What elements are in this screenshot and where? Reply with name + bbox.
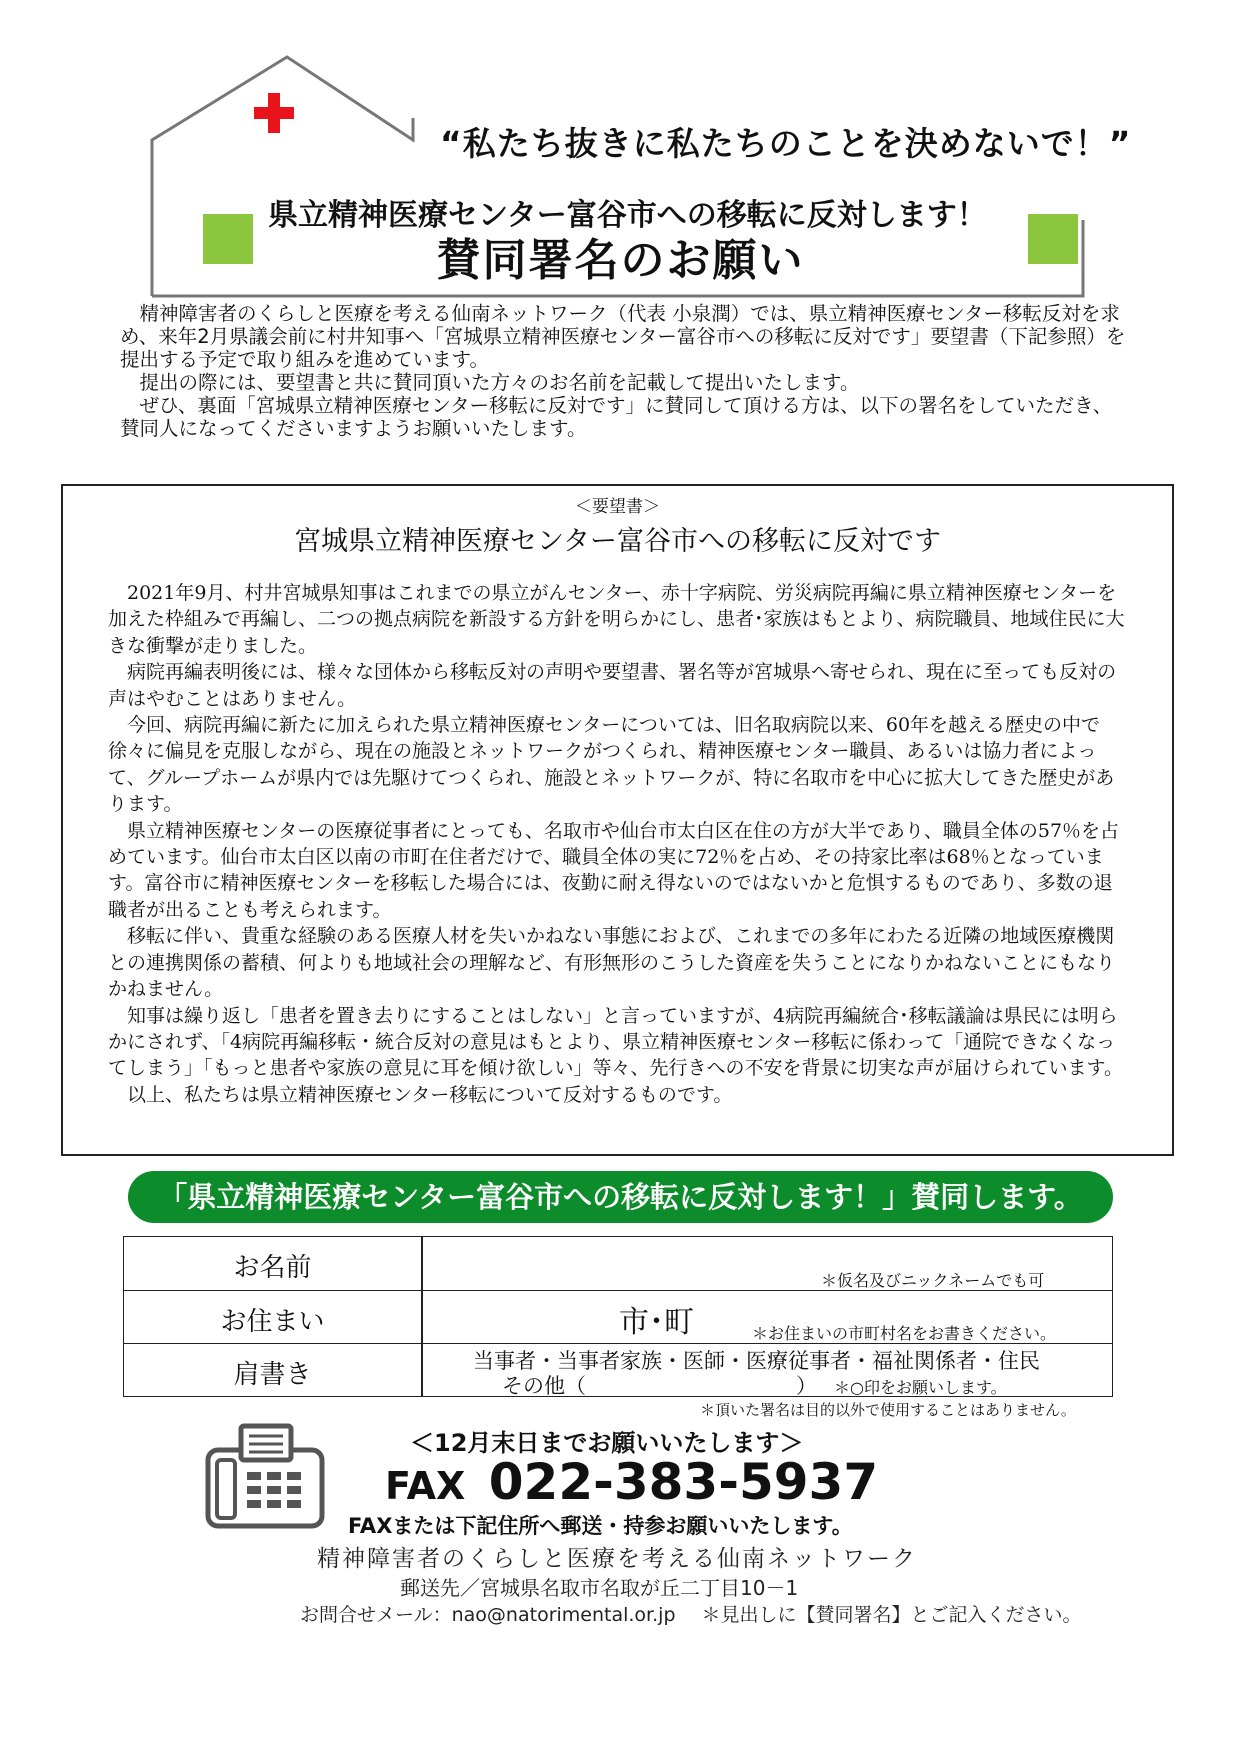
- page-title: 賛同署名のお願い: [436, 235, 805, 286]
- demand-title: 宮城県立精神医療センター富谷市への移転に反対です: [294, 526, 941, 557]
- contact-note: ＊見出しに【賛同署名】とご記入ください。: [701, 1604, 1082, 1626]
- name-label: お名前: [233, 1253, 312, 1283]
- intro-paragraph: ぜひ、裏面「宮城県立精神医療センター移転に反対です」に賛同して頂ける方は、以下の署名をしていただき、賛同人になってくださいますようお願いいたします。: [120, 394, 1113, 440]
- intro-paragraph: 精神障害者のくらしと医療を考える仙南ネットワーク（代表 小泉潤）では、県立精神医療センター移転反対を求め、来年2月県議会前に村井知事へ「宮城県立精神医療センター富谷市への移転に反対です」要望書（下記参照）を提出する予定で取り組みを進めています。: [120, 302, 1126, 371]
- title-label: 肩書き: [233, 1360, 312, 1390]
- deadline: ＜12月末日までお願いいたします＞: [410, 1429, 804, 1457]
- form-row-name: [124, 1237, 1112, 1290]
- demand-body: [108, 580, 1130, 1108]
- intro-text: [120, 302, 1130, 440]
- address-note: ＊お住まいの市町村名をお書きください。: [752, 1324, 1057, 1343]
- demand-paragraph: 今回、病院再編に新たに加えられた県立精神医療センターについては、旧名取病院以来、60年を越える歴史の中で徐々に偏見を克服しながら、現在の施設とネットワークがつくられ、精神医療センター職員、あるいは協力者によって、グループホームが県内では先駆けてつくられ、施設とネットワークが、特に名取市を中心に拡大してきた歴史があります。: [108, 714, 1115, 816]
- title-note: ＊○印をお願いします。: [834, 1378, 1007, 1397]
- form-row-address: [124, 1290, 1112, 1344]
- title-other[interactable]: その他（ ）: [502, 1374, 817, 1398]
- address-value: 市･町: [619, 1305, 694, 1340]
- address-label: お住まい: [220, 1307, 325, 1337]
- demand-paragraph: 以上、私たちは県立精神医療センター移転について反対するものです。: [127, 1083, 733, 1106]
- fax-label: FAX: [385, 1464, 466, 1508]
- signature-form: [123, 1236, 1113, 1397]
- intro-paragraph: 提出の際には、要望書と共に賛同頂いた方々のお名前を記載して提出いたします。: [139, 371, 860, 394]
- demand-paragraph: 2021年9月、村井宮城県知事はこれまでの県立がんセンター、赤十字病院、労災病院再編に県立精神医療センターを加えた枠組みで再編し、二つの拠点病院を新設する方針を明らかにし、患者･家族はもとより、病院職員、地域住民に大きな衝撃が走りました。: [108, 582, 1125, 657]
- privacy-note: ＊頂いた署名は目的以外で使用することはありません。: [700, 1401, 1076, 1419]
- title-options[interactable]: 当事者・当事者家族・医師・医療従事者・福祉関係者・住民: [473, 1349, 1040, 1373]
- slogan: “私たち抜きに私たちのことを決めないで！”: [440, 124, 1132, 163]
- fax-number-value: 022-383-5937: [488, 1453, 879, 1511]
- fax-note: FAXまたは下記住所へ郵送・持参お願いいたします。: [348, 1514, 853, 1538]
- demand-paragraph: 病院再編表明後には、様々な団体から移転反対の声明や要望書、署名等が宮城県へ寄せられ、現在に至っても反対の声はやむことはありません。: [108, 661, 1117, 710]
- demand-paragraph: 移転に伴い、貴重な経験のある医療人材を失いかねない事態におよび、これまでの多年にわたる近隣の地域医療機関との連携関係の蓄積、何よりも地域社会の理解など、有形無形のこうした資産を失うことになりかねないことにもなりかねません。: [108, 925, 1116, 1001]
- name-note: ＊仮名及びニックネームでも可: [821, 1271, 1045, 1290]
- demand-box: [61, 484, 1174, 1156]
- mailing-address: 郵送先／宮城県名取市名取が丘二丁目10－1: [400, 1576, 799, 1600]
- demand-paragraph: 知事は繰り返し「患者を置き去りにすることはしない」と言っていますが、4病院再編統合･移転議論は県民には明らかにされず、「4病院再編移転・統合反対の意見はもとより、県立精神医療センター移転に係わって「通院できなくなってしまう」「もっと患者や家族の意見に耳を傾け欲しい」等々、先行きへの不安を背景に切実な声が届けられています。: [108, 1004, 1123, 1080]
- form-row-title: [124, 1343, 1112, 1397]
- organization-name: 精神障害者のくらしと医療を考える仙南ネットワーク: [317, 1546, 917, 1572]
- fax-number: [385, 1453, 878, 1511]
- demand-label: ＜要望書＞: [575, 497, 660, 517]
- fax-machine-icon: [205, 1420, 325, 1530]
- red-cross-icon: [254, 93, 294, 133]
- subtitle: 県立精神医療センター富谷市への移転に反対します！: [268, 198, 987, 233]
- demand-paragraph: 県立精神医療センターの医療従事者にとっても、名取市や仙台市太白区在住の方が大半であり、職員全体の57％を占めています。仙台市太白区以南の市町在住者だけで、職員全体の実に72％を占め、その持家比率は68％となっています。富谷市に精神医療センターを移転した場合には、夜勤に耐え得ないのではないかと危惧するものであり、多数の退職者が出ることも考えられます。: [108, 819, 1120, 921]
- contact-line: [300, 1600, 1082, 1627]
- support-banner: 「県立精神医療センター富谷市への移転に反対します！」賛同します。: [128, 1171, 1113, 1223]
- contact-email[interactable]: お問合せメール：nao@natorimental.or.jp: [300, 1604, 676, 1626]
